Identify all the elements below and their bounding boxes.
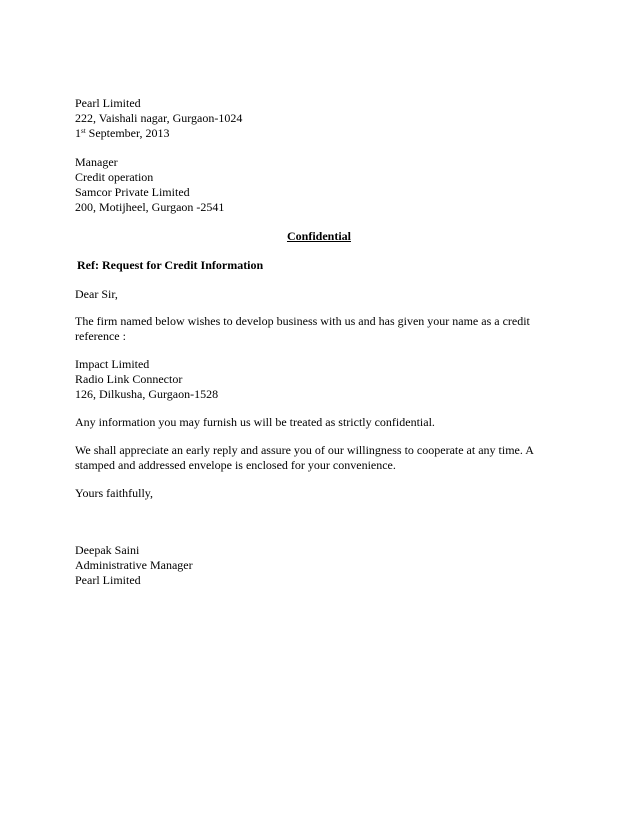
subject-company-name: Impact Limited <box>75 357 150 371</box>
date-day: 1 <box>75 126 81 140</box>
signatory-company: Pearl Limited <box>75 573 141 587</box>
signatory-title: Administrative Manager <box>75 558 193 572</box>
date-suffix: st <box>81 127 86 135</box>
closing: Yours faithfully, <box>75 486 154 500</box>
signatory-name: Deepak Saini <box>75 543 140 557</box>
body-paragraph-3: We shall appreciate an early reply and assure you of our willingness to cooperate at any time. A stamped and addressed envelope is enclosed for your convenience. <box>75 443 534 472</box>
recipient-department: Credit operation <box>75 170 154 184</box>
recipient-address: 200, Motijheel, Gurgaon -2541 <box>75 200 225 214</box>
subject-company-address: 126, Dilkusha, Gurgaon-1528 <box>75 387 219 401</box>
recipient-title: Manager <box>75 155 118 169</box>
sender-block <box>75 96 575 141</box>
subject-company-line2: Radio Link Connector <box>75 372 183 386</box>
salutation: Dear Sir, <box>75 287 118 301</box>
date-rest: September, 2013 <box>85 126 170 140</box>
letter-date <box>75 126 575 141</box>
signature-block <box>75 543 575 588</box>
recipient-block <box>75 155 575 215</box>
sender-name: Pearl Limited <box>75 96 141 110</box>
body-paragraph-1: The firm named below wishes to develop business with us and has given your name as a credit reference : <box>75 314 530 343</box>
sender-address: 222, Vaishali nagar, Gurgaon-1024 <box>75 111 243 125</box>
reference-line: Ref: Request for Credit Information <box>77 258 264 272</box>
confidential-heading: Confidential <box>286 229 351 243</box>
recipient-company: Samcor Private Limited <box>75 185 190 199</box>
subject-company-block <box>75 357 575 402</box>
body-paragraph-2: Any information you may furnish us will be treated as strictly confidential. <box>75 415 435 429</box>
